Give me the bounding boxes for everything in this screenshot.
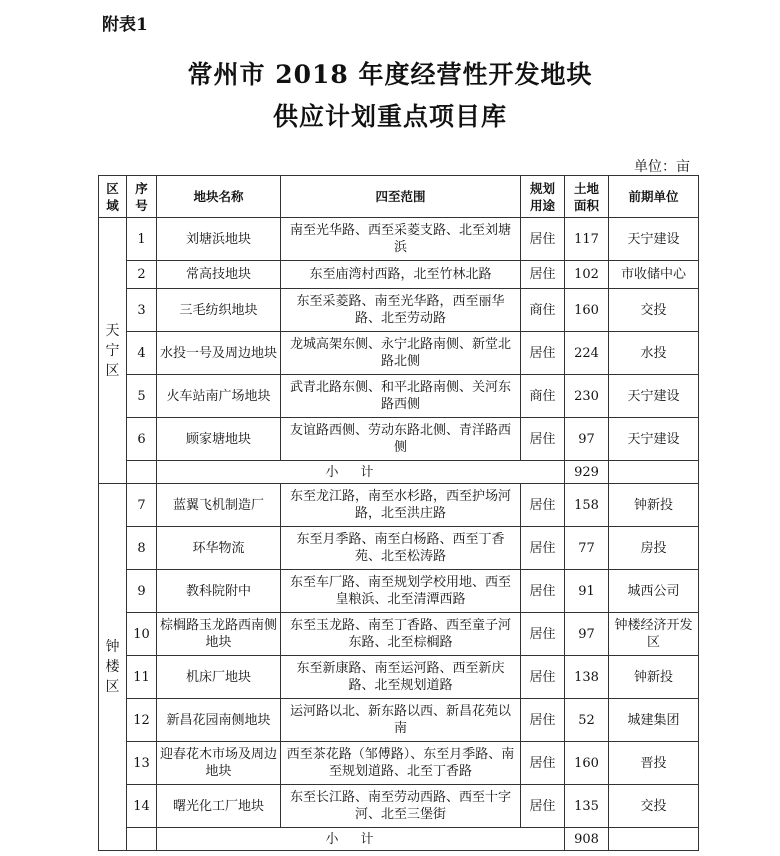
header-row bbox=[99, 176, 699, 218]
org-cell: 交投 bbox=[609, 289, 699, 332]
org-cell: 天宁建设 bbox=[609, 375, 699, 418]
org-cell: 市收储中心 bbox=[609, 261, 699, 289]
area-cell: 160 bbox=[565, 742, 609, 785]
table-row bbox=[99, 656, 699, 699]
use-cell: 居住 bbox=[521, 699, 565, 742]
name-cell: 顾家塘地块 bbox=[157, 418, 281, 461]
table-row bbox=[99, 289, 699, 332]
seq-cell: 13 bbox=[127, 742, 157, 785]
use-cell: 居住 bbox=[521, 261, 565, 289]
seq-cell: 4 bbox=[127, 332, 157, 375]
name-cell: 迎春花木市场及周边地块 bbox=[157, 742, 281, 785]
use-cell: 居住 bbox=[521, 785, 565, 828]
area-cell: 230 bbox=[565, 375, 609, 418]
header-area: 土地面积 bbox=[565, 176, 609, 218]
subtotal-empty bbox=[609, 828, 699, 851]
name-cell: 火车站南广场地块 bbox=[157, 375, 281, 418]
bounds-cell: 东至长江路、南至劳动西路、西至十字河、北至三堡街 bbox=[281, 785, 521, 828]
name-cell: 教科院附中 bbox=[157, 570, 281, 613]
bounds-cell: 西至茶花路（邹傅路）、东至月季路、南至规划道路、北至丁香路 bbox=[281, 742, 521, 785]
use-cell: 居住 bbox=[521, 484, 565, 527]
name-cell: 曙光化工厂地块 bbox=[157, 785, 281, 828]
seq-cell: 3 bbox=[127, 289, 157, 332]
table-row bbox=[99, 261, 699, 289]
subtotal-area: 929 bbox=[565, 461, 609, 484]
district-cell: 钟楼区 bbox=[99, 484, 127, 851]
page-title-line-1: 常州市 2018 年度经营性开发地块 bbox=[187, 60, 593, 89]
name-cell: 水投一号及周边地块 bbox=[157, 332, 281, 375]
unit-label: 单位：亩 bbox=[634, 159, 690, 175]
bounds-cell: 东至车厂路、南至规划学校用地、西至皇粮浜、北至清潭西路 bbox=[281, 570, 521, 613]
name-cell: 三毛纺织地块 bbox=[157, 289, 281, 332]
use-cell: 居住 bbox=[521, 656, 565, 699]
area-cell: 224 bbox=[565, 332, 609, 375]
seq-cell: 14 bbox=[127, 785, 157, 828]
bounds-cell: 东至庙湾村西路，北至竹林北路 bbox=[281, 261, 521, 289]
page-title-line-2: 供应计划重点项目库 bbox=[272, 102, 507, 131]
org-cell: 钟新投 bbox=[609, 484, 699, 527]
org-cell: 天宁建设 bbox=[609, 218, 699, 261]
org-cell: 水投 bbox=[609, 332, 699, 375]
org-cell: 城建集团 bbox=[609, 699, 699, 742]
seq-cell: 6 bbox=[127, 418, 157, 461]
area-cell: 97 bbox=[565, 613, 609, 656]
annex-label: 附表1 bbox=[102, 15, 148, 35]
org-cell: 钟新投 bbox=[609, 656, 699, 699]
table-row bbox=[99, 527, 699, 570]
bounds-cell: 龙城高架东侧、永宁北路南侧、新堂北路北侧 bbox=[281, 332, 521, 375]
bounds-cell: 东至月季路、南至白杨路、西至丁香苑、北至松涛路 bbox=[281, 527, 521, 570]
table-row bbox=[99, 613, 699, 656]
name-cell: 常高技地块 bbox=[157, 261, 281, 289]
area-cell: 52 bbox=[565, 699, 609, 742]
use-cell: 居住 bbox=[521, 332, 565, 375]
bounds-cell: 东至新康路、南至运河路、西至新庆路、北至规划道路 bbox=[281, 656, 521, 699]
bounds-cell: 友谊路西侧、劳动东路北侧、青洋路西侧 bbox=[281, 418, 521, 461]
header-district: 区域 bbox=[99, 176, 127, 218]
org-cell: 天宁建设 bbox=[609, 418, 699, 461]
table-row bbox=[99, 785, 699, 828]
org-cell: 钟楼经济开发区 bbox=[609, 613, 699, 656]
use-cell: 商住 bbox=[521, 289, 565, 332]
seq-cell: 10 bbox=[127, 613, 157, 656]
area-cell: 160 bbox=[565, 289, 609, 332]
bounds-cell: 武青北路东侧、和平北路南侧、关河东路西侧 bbox=[281, 375, 521, 418]
header-use: 规划用途 bbox=[521, 176, 565, 218]
area-cell: 91 bbox=[565, 570, 609, 613]
table-row bbox=[99, 418, 699, 461]
table-row bbox=[99, 742, 699, 785]
bounds-cell: 运河路以北、新东路以西、新昌花苑以南 bbox=[281, 699, 521, 742]
org-cell: 晋投 bbox=[609, 742, 699, 785]
use-cell: 居住 bbox=[521, 613, 565, 656]
subtotal-empty bbox=[127, 828, 157, 851]
area-cell: 77 bbox=[565, 527, 609, 570]
use-cell: 居住 bbox=[521, 742, 565, 785]
subtotal-empty bbox=[609, 461, 699, 484]
project-table bbox=[98, 175, 699, 851]
bounds-cell: 南至光华路、西至采菱支路、北至刘塘浜 bbox=[281, 218, 521, 261]
header-bounds: 四至范围 bbox=[281, 176, 521, 218]
subtotal-row bbox=[99, 461, 699, 484]
area-cell: 158 bbox=[565, 484, 609, 527]
table-row bbox=[99, 332, 699, 375]
header-seq: 序号 bbox=[127, 176, 157, 218]
name-cell: 新昌花园南侧地块 bbox=[157, 699, 281, 742]
subtotal-empty bbox=[127, 461, 157, 484]
use-cell: 居住 bbox=[521, 418, 565, 461]
use-cell: 居住 bbox=[521, 527, 565, 570]
name-cell: 环华物流 bbox=[157, 527, 281, 570]
seq-cell: 12 bbox=[127, 699, 157, 742]
name-cell: 刘塘浜地块 bbox=[157, 218, 281, 261]
org-cell: 城西公司 bbox=[609, 570, 699, 613]
seq-cell: 5 bbox=[127, 375, 157, 418]
header-name: 地块名称 bbox=[157, 176, 281, 218]
area-cell: 97 bbox=[565, 418, 609, 461]
table-row bbox=[99, 570, 699, 613]
header-org: 前期单位 bbox=[609, 176, 699, 218]
bounds-cell: 东至龙江路，南至水杉路，西至护场河路，北至洪庄路 bbox=[281, 484, 521, 527]
use-cell: 居住 bbox=[521, 218, 565, 261]
subtotal-label: 小计 bbox=[157, 461, 565, 484]
area-cell: 135 bbox=[565, 785, 609, 828]
table-row bbox=[99, 699, 699, 742]
area-cell: 117 bbox=[565, 218, 609, 261]
name-cell: 棕榈路玉龙路西南侧地块 bbox=[157, 613, 281, 656]
seq-cell: 11 bbox=[127, 656, 157, 699]
table-row bbox=[99, 218, 699, 261]
org-cell: 交投 bbox=[609, 785, 699, 828]
subtotal-row bbox=[99, 828, 699, 851]
bounds-cell: 东至采菱路、南至光华路，西至丽华路、北至劳动路 bbox=[281, 289, 521, 332]
seq-cell: 1 bbox=[127, 218, 157, 261]
table-row bbox=[99, 484, 699, 527]
bounds-cell: 东至玉龙路、南至丁香路、西至童子河东路、北至棕榈路 bbox=[281, 613, 521, 656]
seq-cell: 2 bbox=[127, 261, 157, 289]
seq-cell: 7 bbox=[127, 484, 157, 527]
area-cell: 102 bbox=[565, 261, 609, 289]
subtotal-area: 908 bbox=[565, 828, 609, 851]
use-cell: 居住 bbox=[521, 570, 565, 613]
use-cell: 商住 bbox=[521, 375, 565, 418]
area-cell: 138 bbox=[565, 656, 609, 699]
seq-cell: 8 bbox=[127, 527, 157, 570]
table-row bbox=[99, 375, 699, 418]
seq-cell: 9 bbox=[127, 570, 157, 613]
subtotal-label: 小计 bbox=[157, 828, 565, 851]
name-cell: 机床厂地块 bbox=[157, 656, 281, 699]
name-cell: 蓝翼飞机制造厂 bbox=[157, 484, 281, 527]
org-cell: 房投 bbox=[609, 527, 699, 570]
district-cell: 天宁区 bbox=[99, 218, 127, 484]
